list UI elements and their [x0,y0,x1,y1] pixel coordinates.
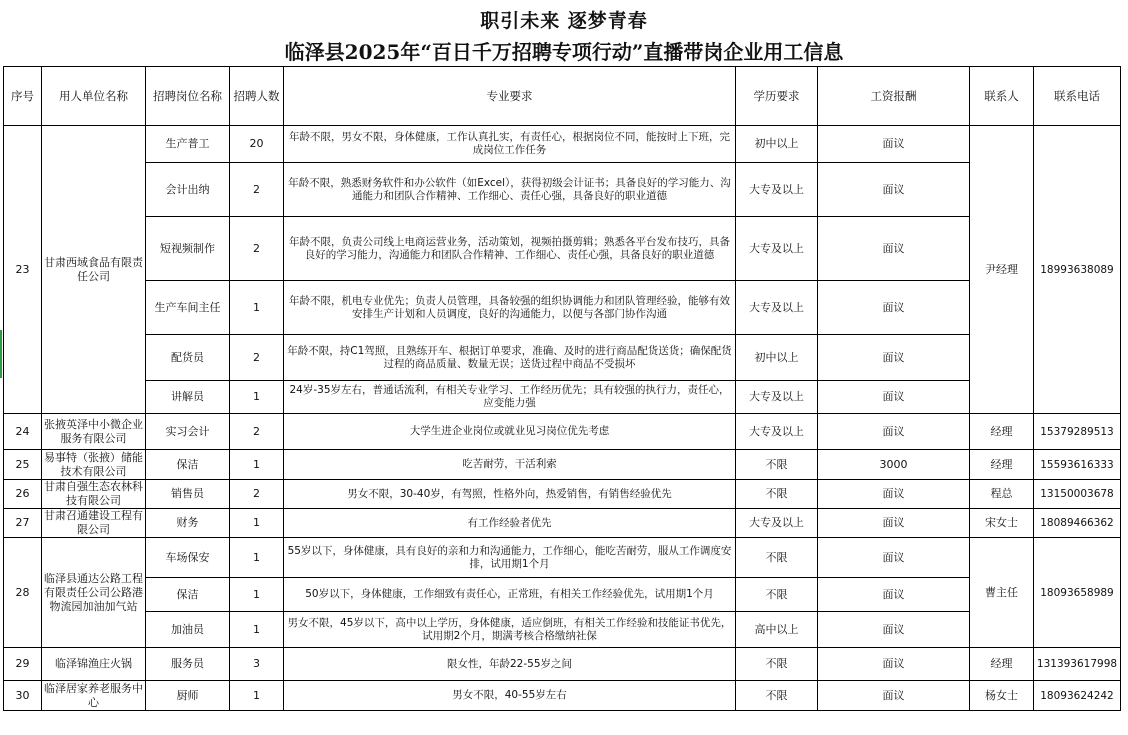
company-cell: 临泽锦渔庄火锅 [42,648,146,681]
education-cell: 初中以上 [736,335,818,381]
seq-cell: 27 [4,509,42,538]
education-cell: 大专及以上 [736,509,818,538]
header-company: 用人单位名称 [42,67,146,126]
requirement-cell: 55岁以下，身体健康，具有良好的亲和力和沟通能力，工作细心，能吃苦耐劳，服从工作调度安排，试用期1个月 [284,538,736,578]
requirement-cell: 年龄不限，熟悉财务软件和办公软件（如Excel），获得初级会计证书；具备良好的学习能力、沟通能力和团队合作精神、工作细心、责任心强，具备良好的职业道德 [284,163,736,217]
seq-cell: 23 [4,126,42,414]
table-row [4,538,1121,578]
requirement-cell: 年龄不限，负责公司线上电商运营业务，活动策划，视频拍摄剪辑；熟悉各平台发布技巧，具备良好的学习能力，沟通能力和团队合作精神、工作细心、责任心强，具备良好的职业道德 [284,217,736,281]
requirement-cell: 年龄不限，机电专业优先；负责人员管理，具备较强的组织协调能力和团队管理经验，能够有效安排生产计划和人员调度，良好的沟通能力，以便与各部门协作沟通 [284,281,736,335]
salary-cell: 面议 [818,538,970,578]
header-requirement: 专业要求 [284,67,736,126]
company-cell: 临泽居家养老服务中心 [42,681,146,711]
phone-cell: 15593616333 [1034,450,1121,480]
education-cell: 大专及以上 [736,281,818,335]
contact-cell: 经理 [970,648,1034,681]
position-cell: 销售员 [146,480,230,509]
table-row [4,612,1121,648]
salary-cell: 面议 [818,281,970,335]
table-row [4,578,1121,612]
phone-cell: 18093624242 [1034,681,1121,711]
salary-cell: 面议 [818,414,970,450]
table-row [4,681,1121,711]
education-cell: 大专及以上 [736,217,818,281]
seq-cell: 25 [4,450,42,480]
seq-cell: 28 [4,538,42,648]
count-cell: 2 [230,163,284,217]
position-cell: 车场保安 [146,538,230,578]
count-cell: 2 [230,217,284,281]
table-row [4,281,1121,335]
contact-cell: 经理 [970,414,1034,450]
phone-cell: 18089466362 [1034,509,1121,538]
header-position: 招聘岗位名称 [146,67,230,126]
education-cell: 不限 [736,480,818,509]
position-cell: 财务 [146,509,230,538]
company-cell: 甘肃召通建设工程有限公司 [42,509,146,538]
company-cell: 甘肃自强生态农林科技有限公司 [42,480,146,509]
contact-cell: 宋女士 [970,509,1034,538]
header-row [4,67,1121,126]
salary-cell: 面议 [818,648,970,681]
education-cell: 不限 [736,538,818,578]
phone-cell: 18093658989 [1034,538,1121,648]
header-contact: 联系人 [970,67,1034,126]
table-row [4,163,1121,217]
requirement-cell: 男女不限，30-40岁，有驾照，性格外向，热爱销售，有销售经验优先 [284,480,736,509]
salary-cell: 面议 [818,480,970,509]
table-body [4,126,1121,711]
position-cell: 实习会计 [146,414,230,450]
company-cell: 易事特（张掖）储能技术有限公司 [42,450,146,480]
count-cell: 3 [230,648,284,681]
requirement-cell: 限女性，年龄22-55岁之间 [284,648,736,681]
position-cell: 会计出纳 [146,163,230,217]
table-row [4,480,1121,509]
salary-cell: 面议 [818,163,970,217]
count-cell: 1 [230,578,284,612]
contact-cell: 杨女士 [970,681,1034,711]
table-row [4,450,1121,480]
education-cell: 高中以上 [736,612,818,648]
education-cell: 大专及以上 [736,414,818,450]
header-phone: 联系电话 [1034,67,1121,126]
phone-cell: 15379289513 [1034,414,1121,450]
position-cell: 短视频制作 [146,217,230,281]
title-line-2: 临泽县2025年“百日千万招聘专项行动”直播带岗企业用工信息 [284,40,844,64]
phone-cell: 18993638089 [1034,126,1121,414]
header-education: 学历要求 [736,67,818,126]
table-row [4,335,1121,381]
education-cell: 不限 [736,450,818,480]
education-cell: 不限 [736,681,818,711]
requirement-cell: 24岁-35岁左右，普通话流利，有相关专业学习、工作经历优先；具有较强的执行力，责任心，应变能力强 [284,381,736,414]
table-row [4,509,1121,538]
requirement-cell: 男女不限，40-55岁左右 [284,681,736,711]
table-row [4,648,1121,681]
salary-cell: 面议 [818,578,970,612]
position-cell: 讲解员 [146,381,230,414]
contact-cell: 尹经理 [970,126,1034,414]
count-cell: 1 [230,681,284,711]
count-cell: 2 [230,414,284,450]
count-cell: 20 [230,126,284,163]
education-cell: 大专及以上 [736,163,818,217]
table-row [4,217,1121,281]
title-line-1: 职引未来 逐梦青春 [480,10,648,32]
position-cell: 厨师 [146,681,230,711]
seq-cell: 29 [4,648,42,681]
row-edge-marker [0,330,2,378]
education-cell: 不限 [736,578,818,612]
phone-cell: 13150003678 [1034,480,1121,509]
contact-cell: 曹主任 [970,538,1034,648]
position-cell: 加油员 [146,612,230,648]
education-cell: 初中以上 [736,126,818,163]
seq-cell: 26 [4,480,42,509]
salary-cell: 面议 [818,681,970,711]
count-cell: 2 [230,335,284,381]
count-cell: 1 [230,612,284,648]
requirement-cell: 吃苦耐劳，干活利索 [284,450,736,480]
salary-cell: 面议 [818,126,970,163]
salary-cell: 面议 [818,335,970,381]
contact-cell: 程总 [970,480,1034,509]
count-cell: 2 [230,480,284,509]
salary-cell: 面议 [818,381,970,414]
count-cell: 1 [230,381,284,414]
position-cell: 生产车间主任 [146,281,230,335]
position-cell: 生产普工 [146,126,230,163]
salary-cell: 面议 [818,612,970,648]
salary-cell: 3000 [818,450,970,480]
education-cell: 大专及以上 [736,381,818,414]
job-table [3,66,1121,711]
position-cell: 保洁 [146,450,230,480]
company-cell: 张掖英泽中小微企业服务有限公司 [42,414,146,450]
company-cell: 甘肃西域食品有限责任公司 [42,126,146,414]
count-cell: 1 [230,538,284,578]
seq-cell: 24 [4,414,42,450]
position-cell: 配货员 [146,335,230,381]
header-seq: 序号 [4,67,42,126]
position-cell: 服务员 [146,648,230,681]
salary-cell: 面议 [818,217,970,281]
requirement-cell: 年龄不限，男女不限，身体健康，工作认真扎实，有责任心，根据岗位不同，能按时上下班，完成岗位工作任务 [284,126,736,163]
table-row [4,126,1121,163]
header-count: 招聘人数 [230,67,284,126]
seq-cell: 30 [4,681,42,711]
requirement-cell: 年龄不限，持C1驾照，且熟练开车、根据订单要求，准确、及时的进行商品配货送货；确保配货过程的商品质量、数量无误；送货过程中商品不受损坏 [284,335,736,381]
position-cell: 保洁 [146,578,230,612]
education-cell: 不限 [736,648,818,681]
requirement-cell: 50岁以下，身体健康，工作细致有责任心，正常班，有相关工作经验优先，试用期1个月 [284,578,736,612]
company-cell: 临泽县通达公路工程有限责任公司公路港物流园加油加气站 [42,538,146,648]
header-salary: 工资报酬 [818,67,970,126]
contact-cell: 经理 [970,450,1034,480]
count-cell: 1 [230,509,284,538]
requirement-cell: 大学生进企业岗位或就业见习岗位优先考虑 [284,414,736,450]
requirement-cell: 有工作经验者优先 [284,509,736,538]
count-cell: 1 [230,450,284,480]
requirement-cell: 男女不限，45岁以下，高中以上学历，身体健康，适应倒班，有相关工作经验和技能证书优先，试用期2个月，期满考核合格缴纳社保 [284,612,736,648]
salary-cell: 面议 [818,509,970,538]
table-row [4,414,1121,450]
table-row [4,381,1121,414]
phone-cell: 131393617998 [1034,648,1121,681]
count-cell: 1 [230,281,284,335]
